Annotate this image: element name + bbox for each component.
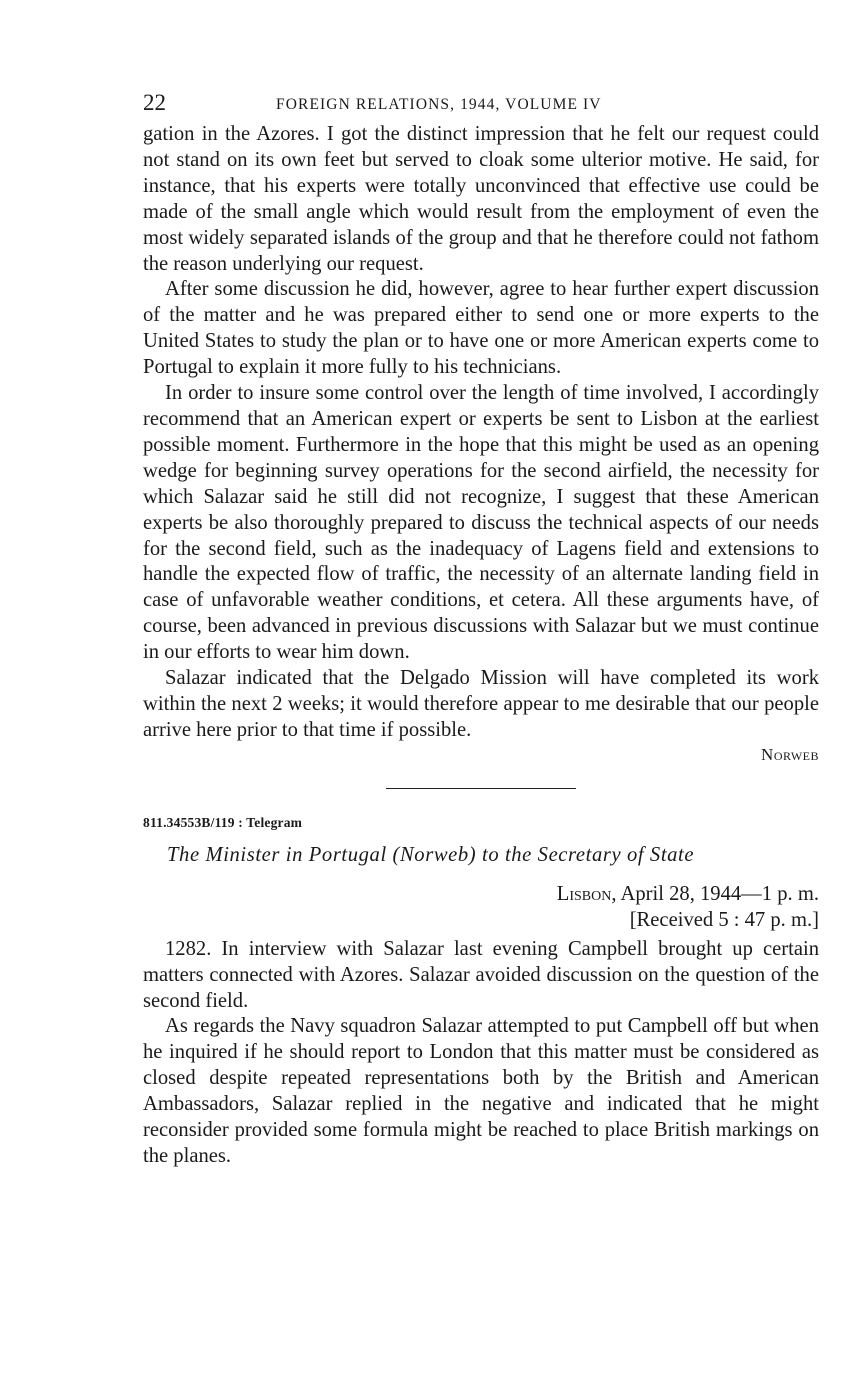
paragraph-telegram-1282: 1282. In interview with Salazar last evening Campbell brought up certain matters connected with Azores. Salazar avoided discussion on the question of the second field. xyxy=(143,937,819,1012)
dateline-date: , April 28, 1944—1 p. m. xyxy=(611,882,819,905)
received-time: [Received 5 : 47 p. m.] xyxy=(629,908,819,931)
file-reference: 811.34553B/119 : Telegram xyxy=(143,814,303,830)
dateline-place: Lisbon xyxy=(556,882,612,905)
document-heading: The Minister in Portugal (Norweb) to the Secretary of State xyxy=(167,843,695,866)
running-title: FOREIGN RELATIONS, 1944, VOLUME IV xyxy=(276,96,602,113)
document-page xyxy=(143,88,819,1170)
paragraph-delgado-mission: Salazar indicated that the Delgado Mission will have completed its work within the next 2 weeks; it would therefore appear to me desirable that our people arrive here prior to that time if possible. xyxy=(143,667,819,741)
section-divider xyxy=(386,788,576,789)
dateline xyxy=(143,881,819,907)
paragraph-navy-squadron: As regards the Navy squadron Salazar attempted to put Campbell off but when he inquired if he should report to London that this matter must be considered as closed despite repeated representations both by the British and American Ambassadors, Salazar replied in the negative and indicated that he might reconsider provided some formula might be reached to place British markings on the planes. xyxy=(143,1015,819,1167)
paragraph-continuation: gation in the Azores. I got the distinct impression that he felt our request could not stand on its own feet but served to cloak some ulterior motive. He said, for instance, that his experts were totally unconvinced that effective use could be made of the small angle which would result from the employment of even the most widely separated islands of the group and that he therefore could not fathom the reason underlying our request. xyxy=(143,123,819,275)
signature-norweb: Norweb xyxy=(761,744,819,764)
paragraph-recommendation: In order to insure some control over the length of time involved, I accordingly recommend that an American expert or experts be sent to Lisbon at the earliest possible moment. Furthermore in the hope that this might be used as an opening wedge for beginning survey operations for the second airfield, the necessity for which Salazar said he still did not recognize, I suggest that these American experts be also thoroughly prepared to discuss the technical aspects of our needs for the second field, such as the inadequacy of Lagens field and extensions to handle the expected flow of traffic, the necessity of an alternate landing field in case of unfavorable weather conditions, et cetera. All these arguments have, of course, been advanced in previous discussions with Salazar but we must continue in our efforts to wear him down. xyxy=(143,382,819,664)
page-number: 22 xyxy=(143,90,166,115)
running-header xyxy=(143,88,819,118)
paragraph-expert-discussion: After some discussion he did, however, agree to hear further expert discussion of the matter and he was prepared either to send one or more experts to the United States to study the plan or to have one or more American experts come to Portugal to explain it more fully to his technicians. xyxy=(143,278,819,379)
